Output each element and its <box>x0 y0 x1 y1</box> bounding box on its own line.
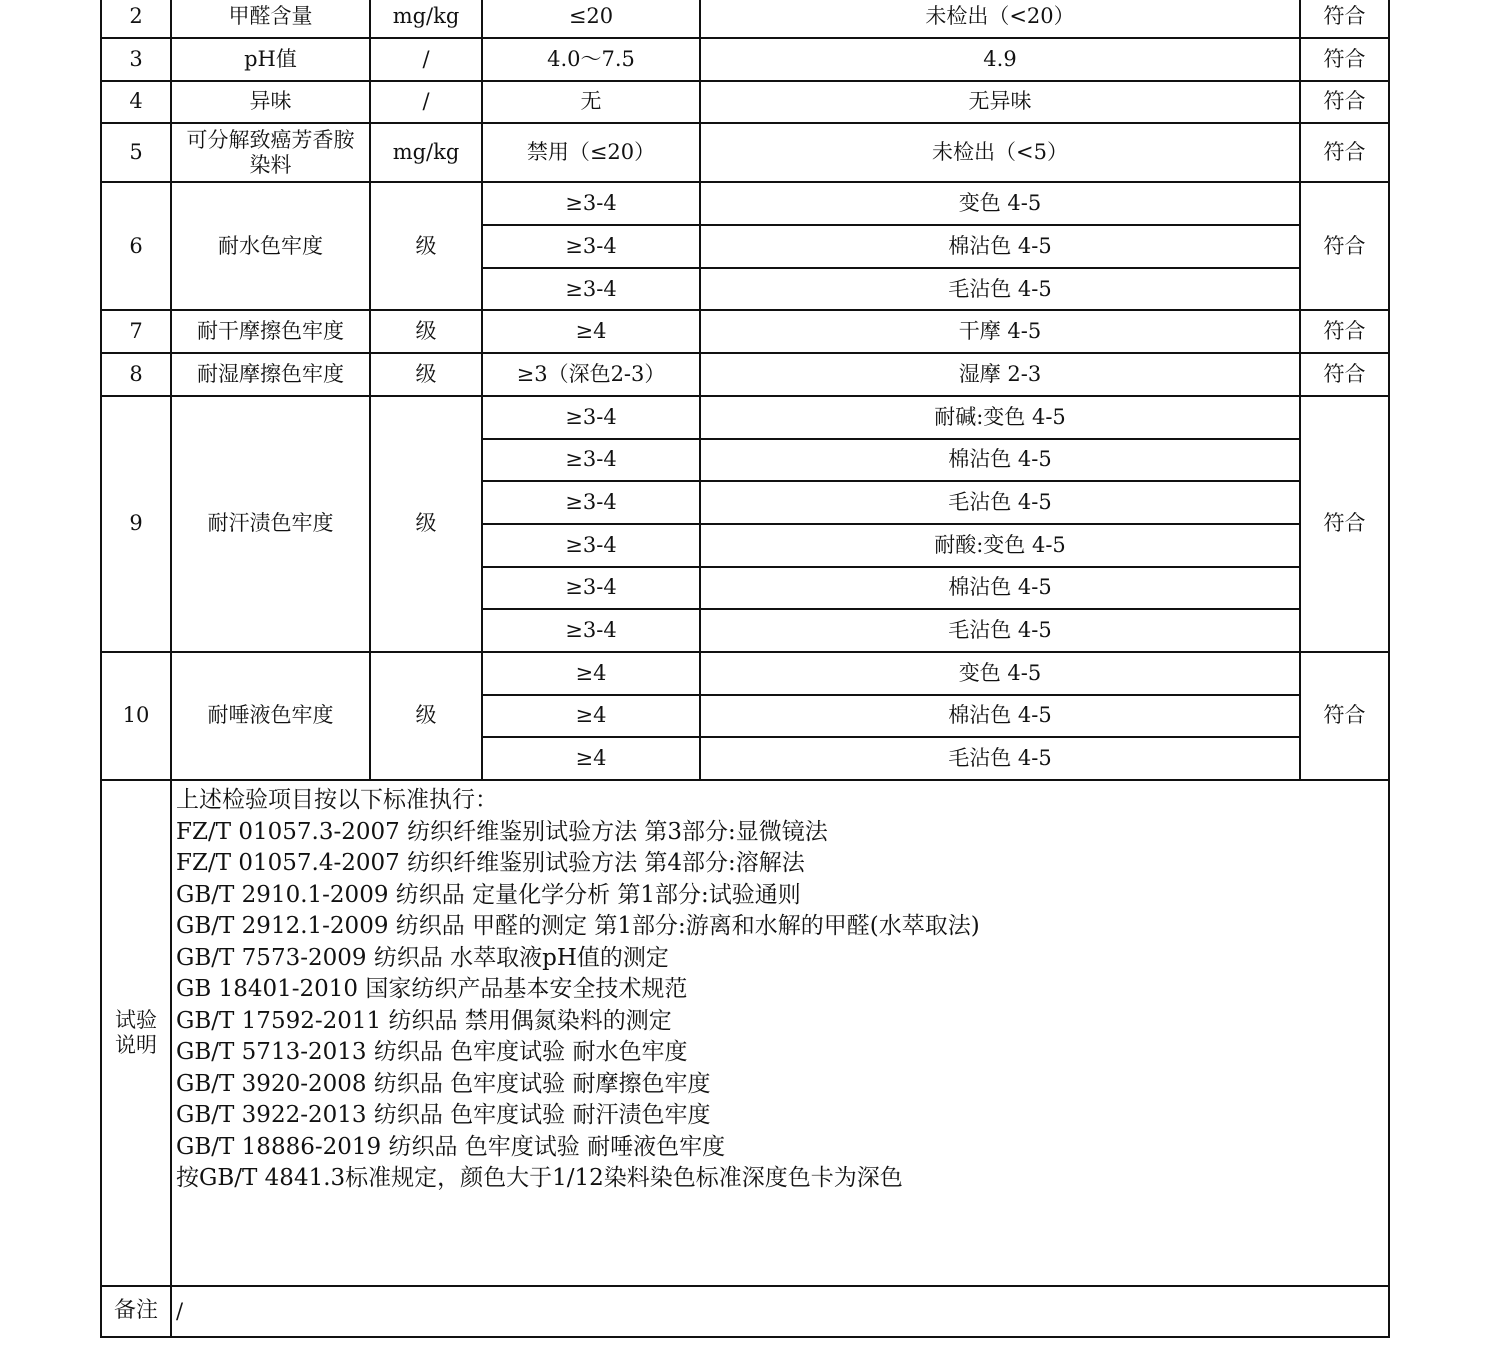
notes-line: FZ/T 01057.3-2007 纺织纤维鉴别试验方法 第3部分:显微镜法 <box>176 818 828 845</box>
notes-label: 试验说明 <box>115 1007 157 1057</box>
item-number: 9 <box>101 396 171 652</box>
item-number: 6 <box>101 182 171 310</box>
table-row <box>101 310 1389 353</box>
remark-row <box>101 1286 1389 1337</box>
item-requirement: ≥3-4 <box>482 396 700 439</box>
item-requirement: ≥4 <box>482 652 700 695</box>
remark-value: / <box>171 1286 1389 1337</box>
item-unit: mg/kg <box>370 0 482 38</box>
item-result: 毛沾色 4-5 <box>700 268 1300 311</box>
results-body <box>101 0 1389 780</box>
item-verdict: 符合 <box>1300 38 1389 81</box>
item-verdict: 符合 <box>1300 182 1389 310</box>
item-requirement: ≥4 <box>482 695 700 738</box>
item-requirement: ≥3-4 <box>482 439 700 482</box>
notes-cell <box>171 780 1389 1286</box>
item-name: 耐唾液色牢度 <box>171 652 370 780</box>
item-requirement: ≥3-4 <box>482 567 700 610</box>
item-result: 变色 4-5 <box>700 182 1300 225</box>
item-result: 毛沾色 4-5 <box>700 737 1300 780</box>
item-result: 棉沾色 4-5 <box>700 225 1300 268</box>
notes-line: 按GB/T 4841.3标准规定，颜色大于1/12染料染色标准深度色卡为深色 <box>176 1165 903 1191</box>
item-unit: / <box>370 38 482 81</box>
item-number: 4 <box>101 81 171 124</box>
item-result: 棉沾色 4-5 <box>700 695 1300 738</box>
item-unit: 级 <box>370 182 482 310</box>
item-number: 10 <box>101 652 171 780</box>
item-verdict: 符合 <box>1300 353 1389 396</box>
table-row <box>101 652 1389 695</box>
item-name: 耐湿摩擦色牢度 <box>171 353 370 396</box>
item-name: 耐汗渍色牢度 <box>171 396 370 652</box>
table-row <box>101 123 1389 182</box>
item-requirement: 禁用（≤20） <box>482 123 700 182</box>
item-result: 棉沾色 4-5 <box>700 439 1300 482</box>
item-verdict: 符合 <box>1300 123 1389 182</box>
item-number: 3 <box>101 38 171 81</box>
item-requirement: ≥4 <box>482 310 700 353</box>
item-requirement: ≥3-4 <box>482 609 700 652</box>
item-result: 变色 4-5 <box>700 652 1300 695</box>
item-result: 棉沾色 4-5 <box>700 567 1300 610</box>
notes-line: 上述检验项目按以下标准执行： <box>176 787 498 813</box>
notes-line: GB/T 18886-2019 纺织品 色牢度试验 耐唾液色牢度 <box>176 1133 726 1160</box>
item-unit: / <box>370 81 482 124</box>
notes-line: FZ/T 01057.4-2007 纺织纤维鉴别试验方法 第4部分:溶解法 <box>176 850 805 876</box>
item-unit: 级 <box>370 652 482 780</box>
test-results-table <box>100 0 1390 1338</box>
notes-label-cell <box>101 780 171 1286</box>
item-unit: 级 <box>370 353 482 396</box>
item-requirement: ≥3（深色2-3） <box>482 353 700 396</box>
item-unit: mg/kg <box>370 123 482 182</box>
item-number: 2 <box>101 0 171 38</box>
item-requirement: ≥4 <box>482 737 700 780</box>
item-result: 毛沾色 4-5 <box>700 609 1300 652</box>
item-name: 甲醛含量 <box>171 0 370 38</box>
item-verdict: 符合 <box>1300 0 1389 38</box>
notes-line: GB/T 5713-2013 纺织品 色牢度试验 耐水色牢度 <box>176 1039 688 1065</box>
item-unit: 级 <box>370 310 482 353</box>
notes-line: GB/T 3920-2008 纺织品 色牢度试验 耐摩擦色牢度 <box>176 1070 711 1097</box>
item-name: 耐水色牢度 <box>171 182 370 310</box>
item-requirement: 无 <box>482 81 700 124</box>
item-result: 无异味 <box>700 81 1300 124</box>
item-result: 湿摩 2-3 <box>700 353 1300 396</box>
item-number: 5 <box>101 123 171 182</box>
notes-line: GB/T 17592-2011 纺织品 禁用偶氮染料的测定 <box>176 1007 672 1034</box>
item-name: pH值 <box>171 38 370 81</box>
item-result: 耐碱:变色 4-5 <box>700 396 1300 439</box>
table-row <box>101 38 1389 81</box>
item-verdict: 符合 <box>1300 81 1389 124</box>
item-requirement: ≥3-4 <box>482 481 700 524</box>
table-row <box>101 0 1389 38</box>
item-result: 毛沾色 4-5 <box>700 481 1300 524</box>
item-requirement: ≤20 <box>482 0 700 38</box>
notes-line: GB/T 7573-2009 纺织品 水萃取液pH值的测定 <box>176 944 669 971</box>
item-name: 耐干摩擦色牢度 <box>171 310 370 353</box>
table-row <box>101 81 1389 124</box>
item-requirement: 4.0～7.5 <box>482 38 700 81</box>
table-row <box>101 353 1389 396</box>
item-number: 7 <box>101 310 171 353</box>
remark-label: 备注 <box>101 1286 171 1337</box>
notes-line: GB 18401-2010 国家纺织产品基本安全技术规范 <box>176 976 688 1002</box>
item-result: 未检出（<20） <box>700 0 1300 38</box>
item-requirement: ≥3-4 <box>482 268 700 311</box>
notes-line: GB/T 2910.1-2009 纺织品 定量化学分析 第1部分:试验通则 <box>176 881 801 908</box>
item-name: 异味 <box>171 81 370 124</box>
item-unit: 级 <box>370 396 482 652</box>
notes-line: GB/T 3922-2013 纺织品 色牢度试验 耐汗渍色牢度 <box>176 1102 711 1128</box>
notes-line: GB/T 2912.1-2009 纺织品 甲醛的测定 第1部分:游离和水解的甲醛(水萃取法) <box>176 913 980 939</box>
item-result: 4.9 <box>700 38 1300 81</box>
item-verdict: 符合 <box>1300 310 1389 353</box>
item-requirement: ≥3-4 <box>482 182 700 225</box>
item-result: 干摩 4-5 <box>700 310 1300 353</box>
item-requirement: ≥3-4 <box>482 225 700 268</box>
notes-row <box>101 780 1389 1286</box>
item-result: 未检出（<5） <box>700 123 1300 182</box>
item-number: 8 <box>101 353 171 396</box>
item-verdict: 符合 <box>1300 652 1389 780</box>
item-result: 耐酸:变色 4-5 <box>700 524 1300 567</box>
item-requirement: ≥3-4 <box>482 524 700 567</box>
item-verdict: 符合 <box>1300 396 1389 652</box>
table-row <box>101 396 1389 439</box>
table-row <box>101 182 1389 225</box>
item-name: 可分解致癌芳香胺染料 <box>171 123 370 182</box>
